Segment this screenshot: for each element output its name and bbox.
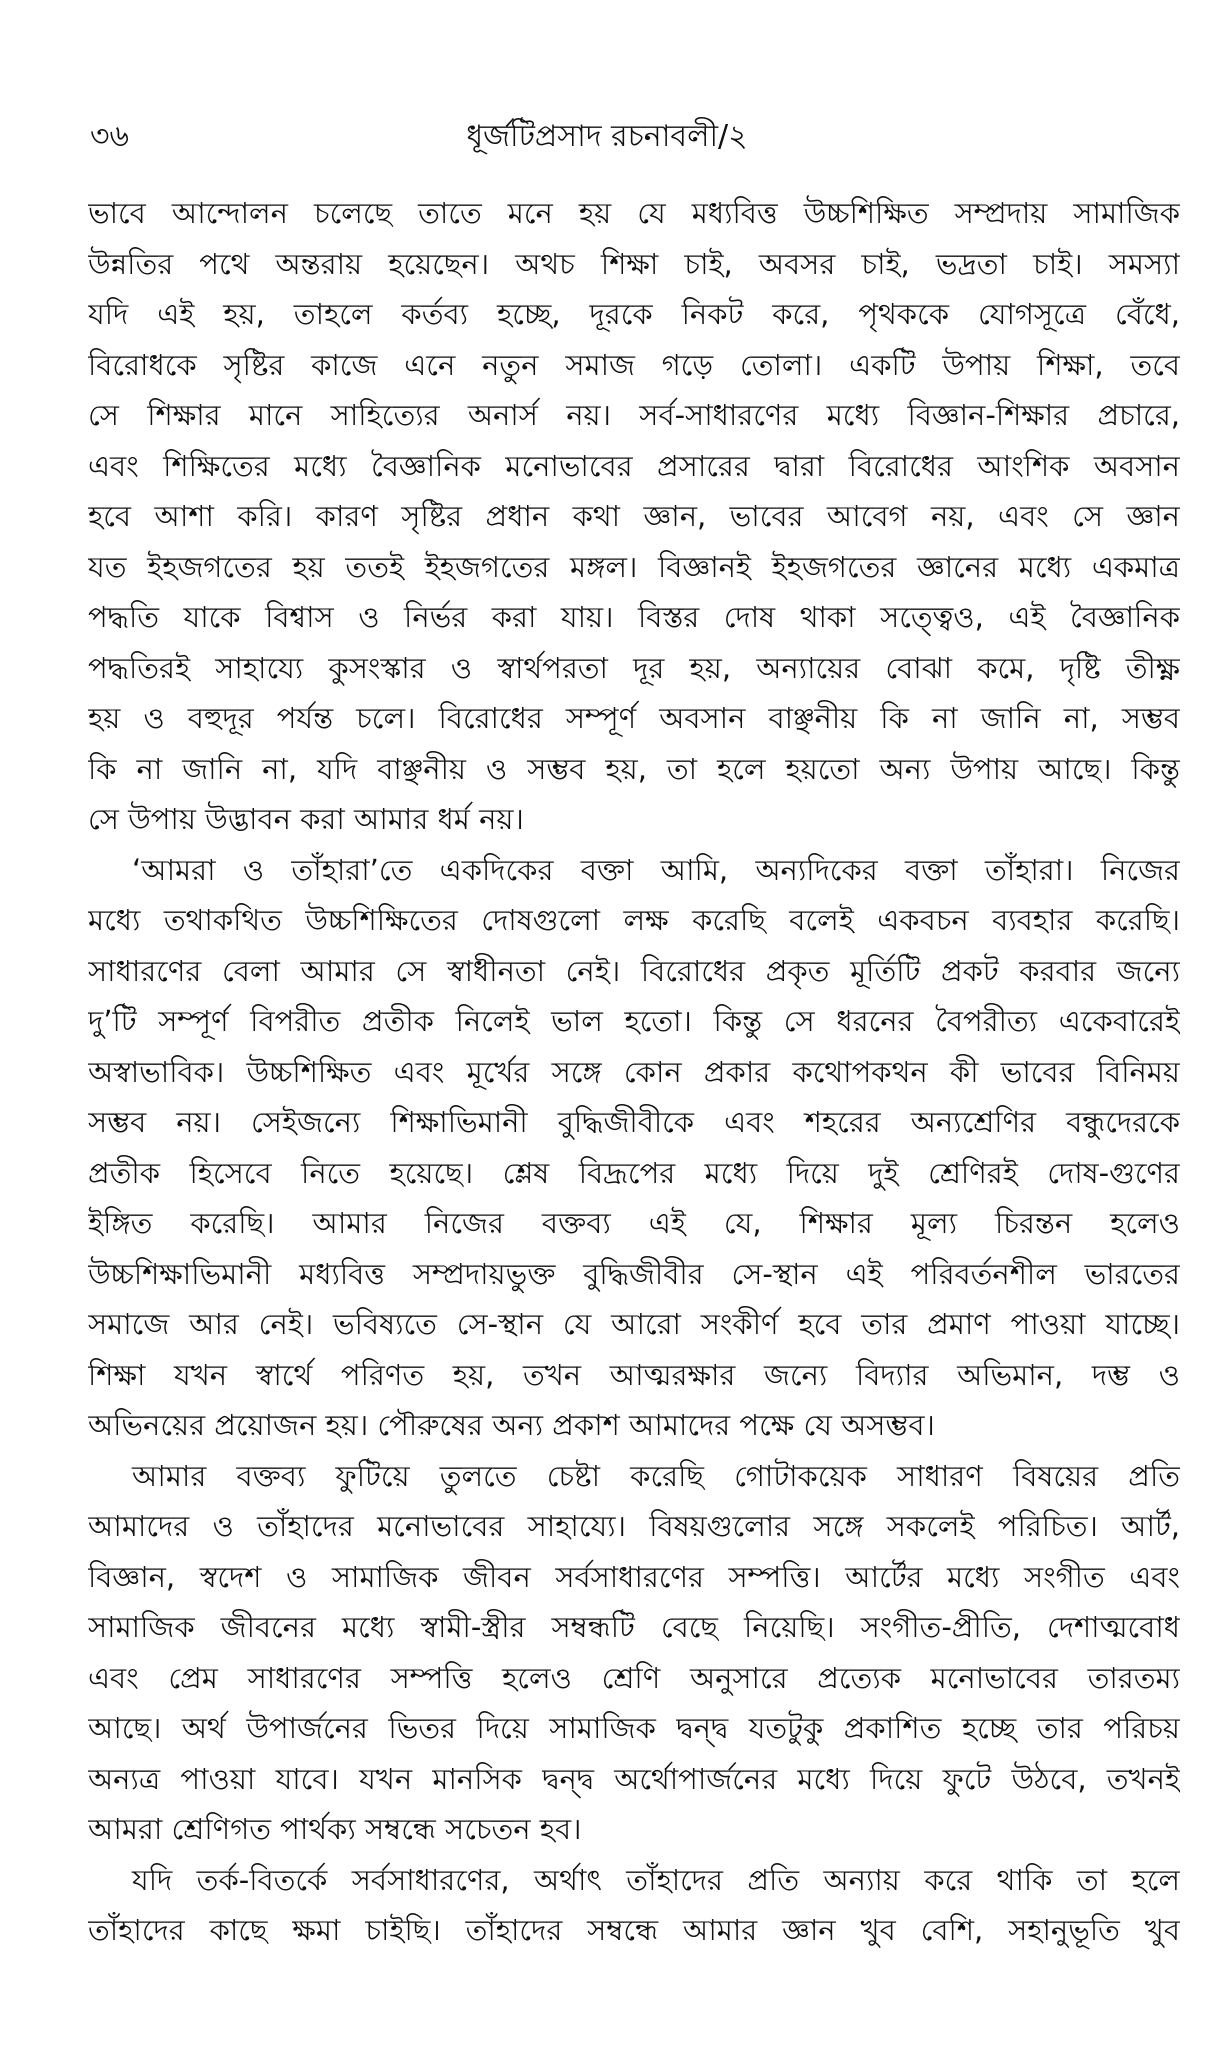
text-line: সম্ভব নয়। সেইজন্যে শিক্ষাভিমানী বুদ্ধিজীবীকে এবং শহরের অন্যশ্রেণির বন্ধুদেরকে <box>88 1105 1180 1139</box>
text-line: হয় ও বহুদূর পর্যন্ত চলে। বিরোধের সম্পূর্ণ অবসান বাঞ্ছনীয় কি না জানি না, সম্ভব <box>88 701 1180 735</box>
text-line: আমাদের ও তাঁহাদের মনোভাবের সাহায্যে। বিষয়গুলোর সঙ্গে সকলেই পরিচিত। আর্ট, <box>88 1509 1180 1543</box>
text-line: বিজ্ঞান, স্বদেশ ও সামাজিক জীবন সর্বসাধারণের সম্পত্তি। আর্টের মধ্যে সংগীত এবং <box>88 1559 1180 1594</box>
body-text <box>88 190 1180 1958</box>
text-line: সাধারণের বেলা আমার সে স্বাধীনতা নেই। বিরোধের প্রকৃত মূর্তিটি প্রকট করবার জন্যে <box>88 953 1180 988</box>
text-line: দু’টি সম্পূর্ণ বিপরীত প্রতীক নিলেই ভাল হতো। কিন্তু সে ধরনের বৈপরীত্য একেবারেই <box>88 1004 1180 1038</box>
text-line: পদ্ধতি যাকে বিশ্বাস ও নির্ভর করা যায়। বিস্তর দোষ থাকা সত্ত্বেও, এই বৈজ্ঞানিক <box>88 600 1180 634</box>
text-line: যত ইহজগতের হয় ততই ইহজগতের মঙ্গল। বিজ্ঞানই ইহজগতের জ্ঞানের মধ্যে একমাত্র <box>88 549 1180 584</box>
text-line: যদি এই হয়, তাহলে কর্তব্য হচ্ছে, দূরকে নিকট করে, পৃথককে যোগসূত্রে বেঁধে, <box>88 297 1180 331</box>
text-line: সে শিক্ষার মানে সাহিত্যের অনার্স নয়। সর্ব-সাধারণের মধ্যে বিজ্ঞান-শিক্ষার প্রচারে, <box>88 398 1180 432</box>
text-line: শিক্ষা যখন স্বার্থে পরিণত হয়, তখন আত্মরক্ষার জন্যে বিদ্যার অভিমান, দম্ভ ও <box>88 1357 1180 1392</box>
text-line: মধ্যে তথাকথিত উচ্চশিক্ষিতের দোষগুলো লক্ষ করেছি বলেই একবচন ব্যবহার করেছি। <box>88 903 1180 937</box>
text-line: উন্নতির পথে অন্তরায় হয়েছেন। অথচ শিক্ষা চাই, অবসর চাই, ভদ্রতা চাই। সমস্যা <box>88 246 1180 281</box>
text-line: হবে আশা করি। কারণ সৃষ্টির প্রধান কথা জ্ঞান, ভাবের আবেগ নয়, এবং সে জ্ঞান <box>88 499 1180 533</box>
text-line: যদি তর্ক-বিতর্কে সর্বসাধারণের, অর্থাৎ তাঁহাদের প্রতি অন্যায় করে থাকি তা হলে <box>132 1862 1180 1897</box>
text-line: বিরোধকে সৃষ্টির কাজে এনে নতুন সমাজ গড়ে তোলা। একটি উপায় শিক্ষা, তবে <box>88 347 1180 382</box>
text-line: আমার বক্তব্য ফুটিয়ে তুলতে চেষ্টা করেছি গোটাকয়েক সাধারণ বিষয়ের প্রতি <box>132 1458 1180 1493</box>
text-line: ইঙ্গিত করেছি। আমার নিজের বক্তব্য এই যে, শিক্ষার মূল্য চিরন্তন হলেও <box>88 1206 1180 1240</box>
running-title: ধূর্জটিপ্রসাদ রচনাবলী/২ <box>466 119 748 154</box>
text-line: সামাজিক জীবনের মধ্যে স্বামী-স্ত্রীর সম্বন্ধটি বেছে নিয়েছি। সংগীত-প্রীতি, দেশাত্মবোধ <box>88 1610 1180 1644</box>
text-line: পদ্ধতিরই সাহায্যে কুসংস্কার ও স্বার্থপরতা দূর হয়, অন্যায়ের বোঝা কমে, দৃষ্টি তীক্ষ্ণ <box>88 650 1180 685</box>
text-line: এবং শিক্ষিতের মধ্যে বৈজ্ঞানিক মনোভাবের প্রসারের দ্বারা বিরোধের আংশিক অবসান <box>88 448 1180 483</box>
text-line: আছে। অর্থ উপার্জনের ভিতর দিয়ে সামাজিক দ্বন্দ্ব যতটুকু প্রকাশিত হচ্ছে তার পরিচয় <box>88 1711 1180 1745</box>
text-line: এবং প্রেম সাধারণের সম্পত্তি হলেও শ্রেণি অনুসারে প্রত্যেক মনোভাবের তারতম্য <box>88 1660 1180 1695</box>
text-line: অভিনয়ের প্রয়োজন হয়। পৌরুষের অন্য প্রকাশ আমাদের পক্ষে যে অসম্ভব। <box>88 1408 935 1442</box>
text-line: ভাবে আন্দোলন চলেছে তাতে মনে হয় যে মধ্যবিত্ত উচ্চশিক্ষিত সম্প্রদায় সামাজিক <box>88 196 1180 230</box>
text-line: অন্যত্র পাওয়া যাবে। যখন মানসিক দ্বন্দ্ব অর্থোপার্জনের মধ্যে দিয়ে ফুটে উঠবে, তখনই <box>88 1761 1180 1796</box>
page-number: ৩৬ <box>90 119 130 154</box>
text-line: অস্বাভাবিক। উচ্চশিক্ষিত এবং মূর্খের সঙ্গে কোন প্রকার কথোপকথন কী ভাবের বিনিময় <box>88 1054 1180 1089</box>
text-line: উচ্চশিক্ষাভিমানী মধ্যবিত্ত সম্প্রদায়ভুক্ত বুদ্ধিজীবীর সে-স্থান এই পরিবর্তনশীল ভারতের <box>88 1256 1180 1291</box>
text-line: প্রতীক হিসেবে নিতে হয়েছে। শ্লেষ বিদ্রূপের মধ্যে দিয়ে দুই শ্রেণিরই দোষ-গুণের <box>88 1155 1180 1190</box>
text-line: কি না জানি না, যদি বাঞ্ছনীয় ও সম্ভব হয়, তা হলে হয়তো অন্য উপায় আছে। কিন্তু <box>88 751 1180 786</box>
text-line: আমরা শ্রেণিগত পার্থক্য সম্বন্ধে সচেতন হব। <box>88 1812 582 1846</box>
text-line: সমাজে আর নেই। ভবিষ্যতে সে-স্থান যে আরো সংকীর্ণ হবে তার প্রমাণ পাওয়া যাচ্ছে। <box>88 1307 1180 1341</box>
text-line: তাঁহাদের কাছে ক্ষমা চাইছি। তাঁহাদের সম্বন্ধে আমার জ্ঞান খুব বেশি, সহানুভূতি খুব <box>88 1913 1180 1947</box>
text-line: ‘আমরা ও তাঁহারা’তে একদিকের বক্তা আমি, অন্যদিকের বক্তা তাঁহারা। নিজের <box>132 852 1180 887</box>
text-line: সে উপায় উদ্ভাবন করা আমার ধর্ম নয়। <box>88 802 524 836</box>
